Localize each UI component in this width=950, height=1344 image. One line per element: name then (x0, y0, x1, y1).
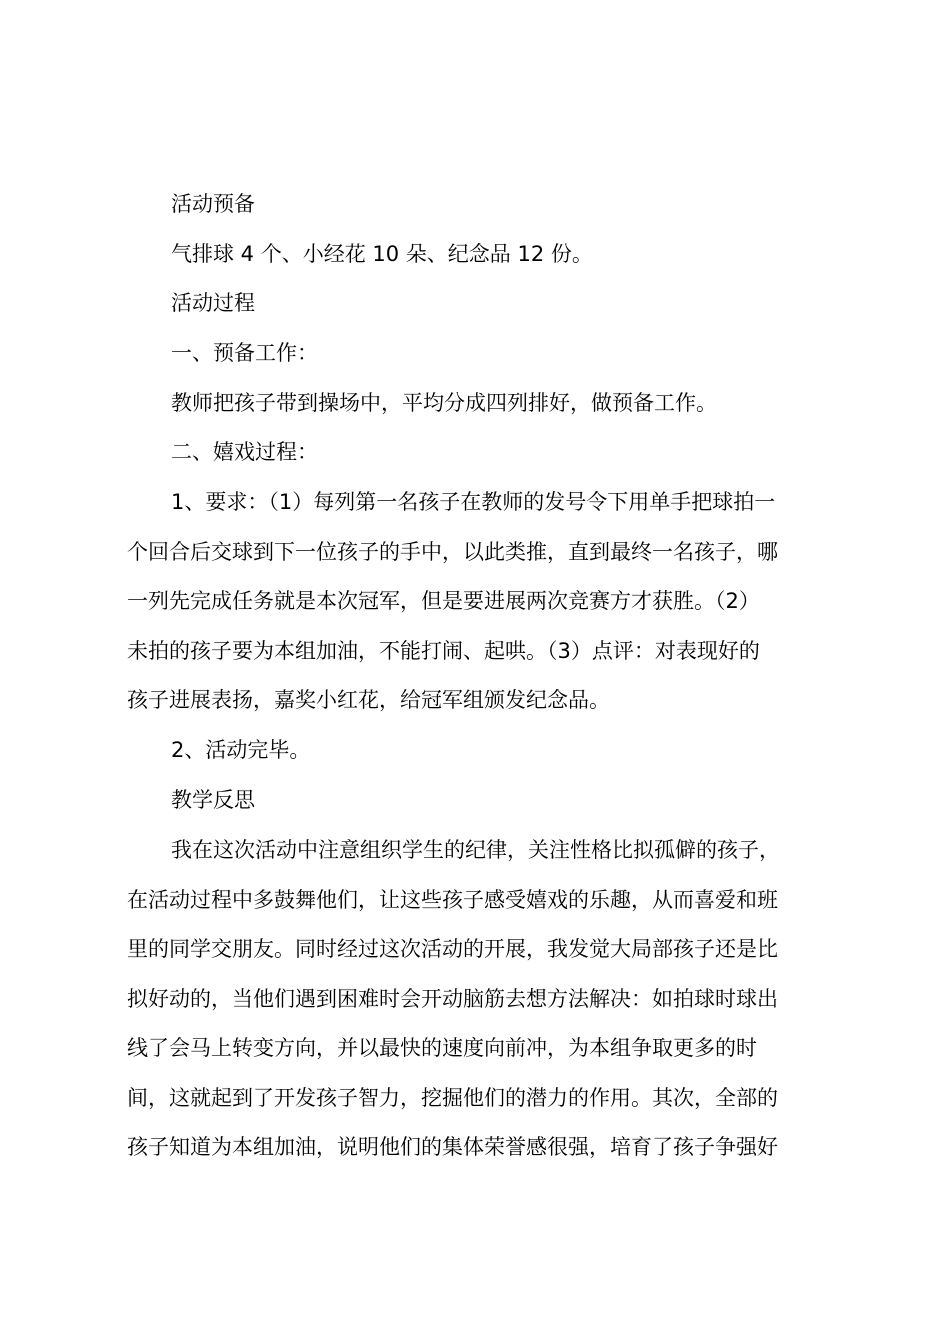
text-line: 气排球 4 个、小经花 10 朵、纪念品 12 份。 (171, 242, 593, 266)
text-line: 未拍的孩子要为本组加油，不能打闹、起哄。（3）点评：对表现好的 (127, 638, 760, 663)
text-line: 在活动过程中多鼓舞他们，让这些孩子感受嬉戏的乐趣，从而喜爱和班 (127, 887, 778, 912)
text-line: 活动预备 (171, 192, 255, 216)
paragraph-activity-end (127, 726, 833, 776)
text-line: 我在这次活动中注意组织学生的纪律，关注性格比拟孤僻的孩子， (171, 838, 780, 862)
text-line: 一列先完成任务就是本次冠军，但是要进展两次竞赛方才获胜。（2） (127, 589, 760, 613)
text-line: 1、要求：（1）每列第一名孩子在教师的发号令下用单手把球拍一 (171, 490, 776, 514)
text-line: 活动过程 (171, 291, 255, 315)
text-line: 二、嬉戏过程： (171, 440, 318, 464)
paragraph-preparation-work (127, 379, 833, 429)
text-line: 一、预备工作： (171, 341, 318, 365)
paragraph-materials (127, 230, 833, 280)
text-line: 线了会马上转变方向，并以最快的速度向前冲，为本组争取更多的时 (127, 1036, 757, 1060)
heading-activity-process (127, 279, 833, 329)
heading-teaching-reflection (127, 776, 833, 826)
text-line: 孩子进展表扬，嘉奖小红花，给冠军组颁发纪念品。 (127, 688, 610, 712)
text-line: 个回合后交球到下一位孩子的手中，以此类推，直到最终一名孩子，哪 (127, 539, 778, 564)
text-line: 里的同学交朋友。同时经过这次活动的开展，我发觉大局部孩子还是比 (127, 937, 778, 961)
heading-activity-preparation (127, 180, 833, 230)
text-line: 间，这就起到了开发孩子智力，挖掘他们的潜力的作用。其次，全部的 (127, 1085, 778, 1110)
text-line: 拟好动的，当他们遇到困难时会开动脑筋去想方法解决：如拍球时球出 (127, 986, 778, 1011)
text-line: 教师把孩子带到操场中，平均分成四列排好，做预备工作。 (171, 391, 717, 415)
heading-game-process (127, 428, 833, 478)
heading-preparation-work (127, 329, 833, 379)
text-line: 孩子知道为本组加油，说明他们的集体荣誉感很强，培育了孩子争强好 (127, 1135, 778, 1159)
text-line: 教学反思 (171, 788, 255, 812)
text-line: 2、活动完毕。 (171, 738, 311, 762)
paragraph-reflection (127, 826, 833, 1173)
paragraph-requirements (127, 478, 833, 726)
